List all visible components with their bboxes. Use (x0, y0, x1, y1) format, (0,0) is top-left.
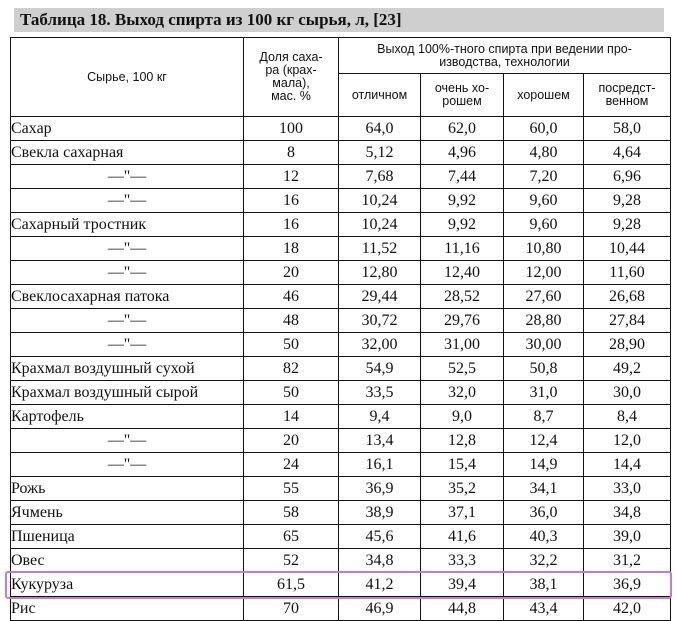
table-row (11, 549, 671, 573)
cell-mediocre: 28,90 (584, 333, 671, 357)
cell-mediocre: 26,68 (584, 285, 671, 309)
cell-very-good: 12,40 (421, 261, 504, 285)
cell-mediocre: 39,0 (584, 525, 671, 549)
cell-good: 34,1 (504, 477, 584, 501)
cell-raw-material: Сахарный тростник (11, 213, 244, 237)
cell-very-good: 41,6 (421, 525, 504, 549)
cell-share: 16 (244, 213, 339, 237)
cell-share: 50 (244, 333, 339, 357)
table-row (11, 309, 671, 333)
cell-raw-material: —"— (11, 309, 244, 333)
cell-share: 8 (244, 141, 339, 165)
cell-good: 9,60 (504, 189, 584, 213)
header-good: хорошем (504, 74, 584, 117)
cell-share: 24 (244, 453, 339, 477)
cell-mediocre: 9,28 (584, 213, 671, 237)
cell-very-good: 9,0 (421, 405, 504, 429)
cell-very-good: 33,3 (421, 549, 504, 573)
cell-good: 43,4 (504, 597, 584, 621)
table-row (11, 213, 671, 237)
cell-good: 50,8 (504, 357, 584, 381)
cell-raw-material: Ячмень (11, 501, 244, 525)
table-caption: Таблица 18. Выход спирта из 100 кг сырья, л, [23] (14, 8, 664, 32)
cell-good: 10,80 (504, 237, 584, 261)
cell-mediocre: 4,64 (584, 141, 671, 165)
cell-share: 52 (244, 549, 339, 573)
cell-excellent: 29,44 (339, 285, 421, 309)
cell-share: 18 (244, 237, 339, 261)
table-row (11, 237, 671, 261)
cell-raw-material: Рожь (11, 477, 244, 501)
cell-raw-material: Крахмал воздушный сырой (11, 381, 244, 405)
cell-mediocre: 9,28 (584, 189, 671, 213)
cell-very-good: 9,92 (421, 213, 504, 237)
cell-share: 14 (244, 405, 339, 429)
cell-very-good: 32,0 (421, 381, 504, 405)
table-body (11, 117, 671, 621)
cell-very-good: 44,8 (421, 597, 504, 621)
cell-very-good: 28,52 (421, 285, 504, 309)
cell-raw-material: Рис (11, 597, 244, 621)
cell-very-good: 11,16 (421, 237, 504, 261)
cell-share: 20 (244, 429, 339, 453)
table-row (11, 597, 671, 621)
cell-raw-material: Овес (11, 549, 244, 573)
header-yield: Выход 100%-тного спирта при ведении про- изводства, технологии (339, 38, 671, 74)
table-row (11, 333, 671, 357)
cell-excellent: 12,80 (339, 261, 421, 285)
cell-excellent: 13,4 (339, 429, 421, 453)
cell-good: 31,0 (504, 381, 584, 405)
cell-share: 48 (244, 309, 339, 333)
cell-excellent: 33,5 (339, 381, 421, 405)
cell-good: 8,7 (504, 405, 584, 429)
cell-very-good: 9,92 (421, 189, 504, 213)
alcohol-yield-table (10, 37, 671, 621)
cell-good: 4,80 (504, 141, 584, 165)
header-sugar-share: Доля саха- ра (крах- мала), мас. % (244, 38, 339, 117)
cell-excellent: 9,4 (339, 405, 421, 429)
cell-raw-material: Сахар (11, 117, 244, 141)
cell-very-good: 7,44 (421, 165, 504, 189)
cell-share: 70 (244, 597, 339, 621)
row-highlight-frame (5, 571, 672, 599)
cell-good: 7,20 (504, 165, 584, 189)
cell-good: 12,4 (504, 429, 584, 453)
cell-very-good: 12,8 (421, 429, 504, 453)
cell-raw-material: —"— (11, 189, 244, 213)
cell-good: 38,1 (504, 573, 584, 597)
table-row (11, 117, 671, 141)
cell-mediocre: 6,96 (584, 165, 671, 189)
table-row (11, 285, 671, 309)
cell-raw-material: —"— (11, 237, 244, 261)
cell-mediocre: 12,0 (584, 429, 671, 453)
header-very-good: очень хо- рошем (421, 74, 504, 117)
cell-raw-material: —"— (11, 165, 244, 189)
table-row (11, 261, 671, 285)
cell-share: 20 (244, 261, 339, 285)
cell-mediocre: 42,0 (584, 597, 671, 621)
cell-excellent: 46,9 (339, 597, 421, 621)
cell-raw-material: Свекла сахарная (11, 141, 244, 165)
cell-excellent: 64,0 (339, 117, 421, 141)
table-row (11, 477, 671, 501)
cell-very-good: 52,5 (421, 357, 504, 381)
cell-good: 60,0 (504, 117, 584, 141)
cell-excellent: 10,24 (339, 189, 421, 213)
cell-raw-material: —"— (11, 333, 244, 357)
header-raw-material: Сырье, 100 кг (11, 38, 244, 117)
cell-very-good: 62,0 (421, 117, 504, 141)
cell-share: 12 (244, 165, 339, 189)
cell-good: 30,00 (504, 333, 584, 357)
cell-excellent: 16,1 (339, 453, 421, 477)
cell-excellent: 36,9 (339, 477, 421, 501)
cell-mediocre: 14,4 (584, 453, 671, 477)
cell-good: 36,0 (504, 501, 584, 525)
cell-raw-material: Картофель (11, 405, 244, 429)
cell-mediocre: 33,0 (584, 477, 671, 501)
table-row (11, 381, 671, 405)
cell-good: 40,3 (504, 525, 584, 549)
cell-share: 16 (244, 189, 339, 213)
table-row (11, 453, 671, 477)
cell-mediocre: 31,2 (584, 549, 671, 573)
cell-raw-material: Кукуруза (11, 573, 244, 597)
cell-share: 82 (244, 357, 339, 381)
cell-raw-material: —"— (11, 453, 244, 477)
cell-raw-material: —"— (11, 261, 244, 285)
cell-very-good: 37,1 (421, 501, 504, 525)
cell-share: 46 (244, 285, 339, 309)
header-mediocre: посредст- венном (584, 74, 671, 117)
cell-excellent: 5,12 (339, 141, 421, 165)
cell-excellent: 38,9 (339, 501, 421, 525)
header-excellent: отличном (339, 74, 421, 117)
cell-very-good: 29,76 (421, 309, 504, 333)
cell-excellent: 45,6 (339, 525, 421, 549)
cell-very-good: 35,2 (421, 477, 504, 501)
cell-mediocre: 11,60 (584, 261, 671, 285)
cell-excellent: 30,72 (339, 309, 421, 333)
cell-mediocre: 36,9 (584, 573, 671, 597)
cell-excellent: 10,24 (339, 213, 421, 237)
cell-raw-material: —"— (11, 429, 244, 453)
cell-very-good: 15,4 (421, 453, 504, 477)
cell-raw-material: Пшеница (11, 525, 244, 549)
cell-good: 14,9 (504, 453, 584, 477)
cell-share: 55 (244, 477, 339, 501)
cell-good: 12,00 (504, 261, 584, 285)
cell-good: 28,80 (504, 309, 584, 333)
cell-mediocre: 34,8 (584, 501, 671, 525)
cell-raw-material: Крахмал воздушный сухой (11, 357, 244, 381)
cell-excellent: 41,2 (339, 573, 421, 597)
table-row (11, 189, 671, 213)
cell-good: 9,60 (504, 213, 584, 237)
cell-share: 61,5 (244, 573, 339, 597)
cell-mediocre: 49,2 (584, 357, 671, 381)
cell-mediocre: 8,4 (584, 405, 671, 429)
cell-mediocre: 30,0 (584, 381, 671, 405)
table-row (11, 525, 671, 549)
cell-very-good: 39,4 (421, 573, 504, 597)
cell-mediocre: 58,0 (584, 117, 671, 141)
cell-very-good: 4,96 (421, 141, 504, 165)
cell-very-good: 31,00 (421, 333, 504, 357)
cell-excellent: 7,68 (339, 165, 421, 189)
table-row (11, 501, 671, 525)
table-row (11, 405, 671, 429)
table-row (11, 357, 671, 381)
cell-share: 65 (244, 525, 339, 549)
cell-excellent: 54,9 (339, 357, 421, 381)
table-row (11, 165, 671, 189)
table-row (11, 429, 671, 453)
cell-share: 100 (244, 117, 339, 141)
cell-share: 50 (244, 381, 339, 405)
cell-mediocre: 27,84 (584, 309, 671, 333)
cell-excellent: 32,00 (339, 333, 421, 357)
cell-good: 27,60 (504, 285, 584, 309)
cell-good: 32,2 (504, 549, 584, 573)
cell-mediocre: 10,44 (584, 237, 671, 261)
table-row (11, 141, 671, 165)
cell-raw-material: Свеклосахарная патока (11, 285, 244, 309)
cell-share: 58 (244, 501, 339, 525)
cell-excellent: 11,52 (339, 237, 421, 261)
cell-excellent: 34,8 (339, 549, 421, 573)
